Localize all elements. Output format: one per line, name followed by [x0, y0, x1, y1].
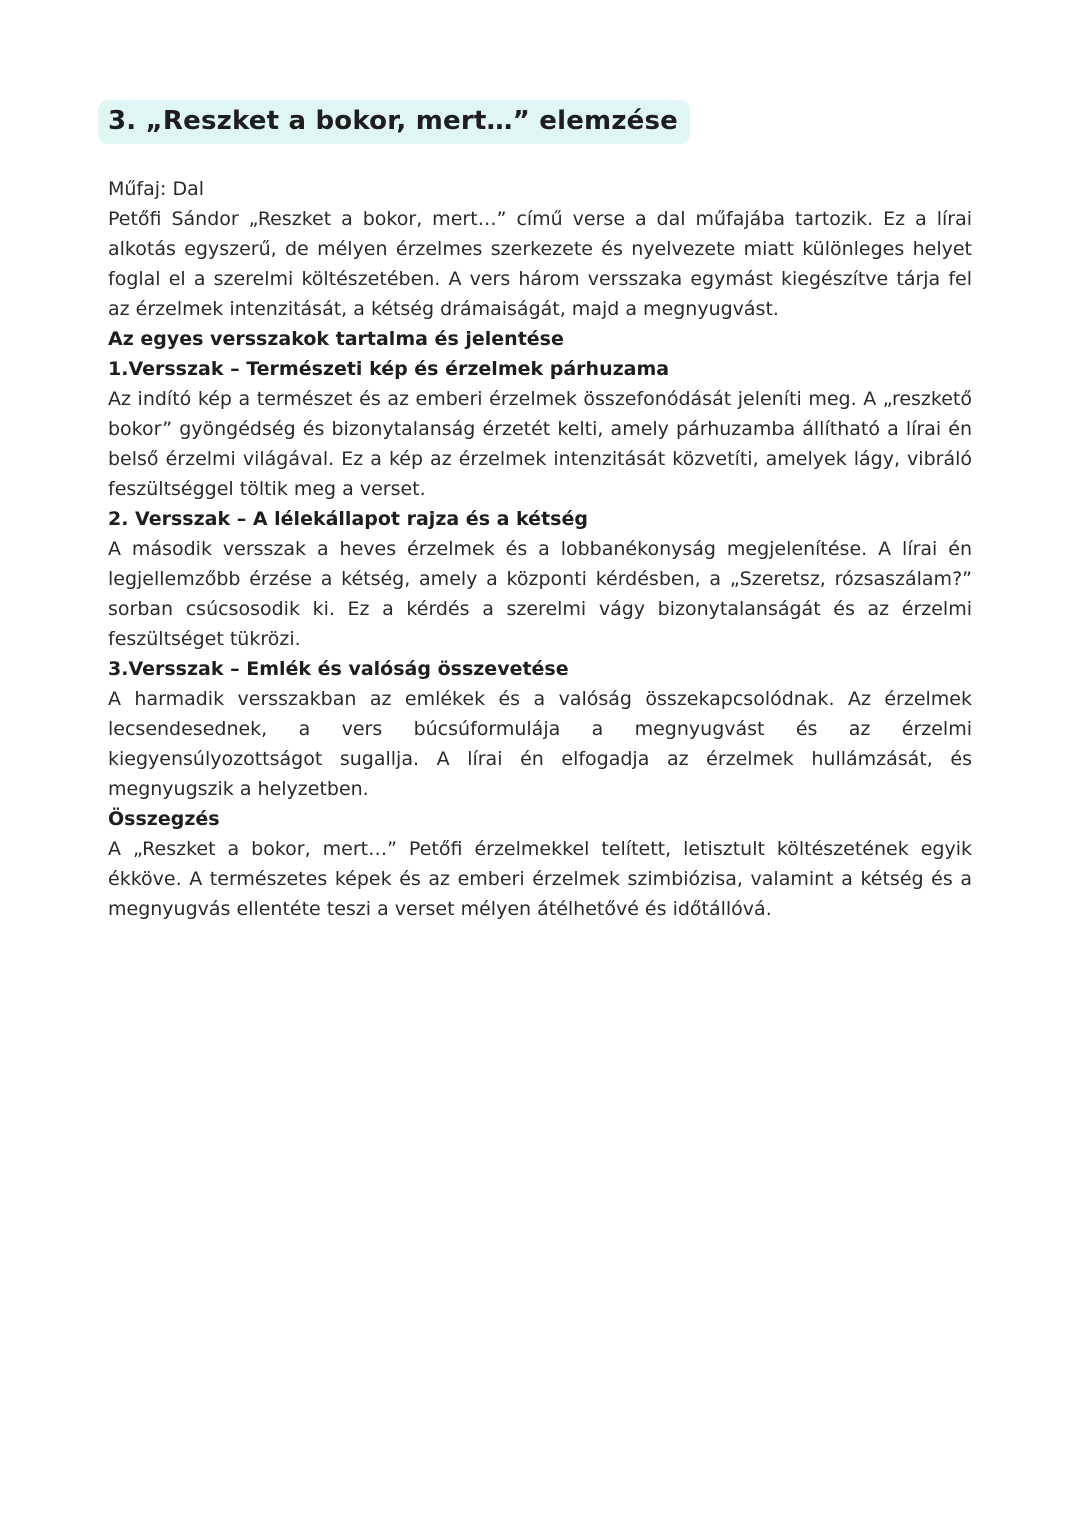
- summary-paragraph: A „Reszket a bokor, mert…” Petőfi érzelmekkel telített, letisztult költészetének egyik ékköve. A természetes képek és az emberi érzelmek szimbiózisa, valamint a kétség és a megnyugvás ellentéte teszi a verset mélyen átélhetővé és időtállóvá.: [108, 838, 972, 920]
- genre-line: Műfaj: Dal: [108, 178, 205, 200]
- stanzas-section-heading: Az egyes versszakok tartalma és jelentése: [108, 328, 564, 350]
- stanza-2-heading: 2. Versszak – A lélekállapot rajza és a kétség: [108, 508, 588, 530]
- page-title: 3. „Reszket a bokor, mert…” elemzése: [108, 106, 678, 136]
- stanza-1-heading: 1.Versszak – Természeti kép és érzelmek párhuzama: [108, 358, 670, 380]
- stanza-3-heading: 3.Versszak – Emlék és valóság összevetése: [108, 658, 569, 680]
- summary-heading: Összegzés: [108, 808, 220, 830]
- stanza-3-text: A harmadik versszakban az emlékek és a valóság összekapcsolódnak. Az érzelmek lecsendesednek, a vers búcsúformulája a megnyugvást és az érzelmi kiegyensúlyozottságot sugallja. A lírai én elfogadja az érzelmek hullámzását, és megnyugszik a helyzetben.: [108, 688, 972, 800]
- title-highlight: [98, 100, 690, 144]
- intro-paragraph: Petőfi Sándor „Reszket a bokor, mert…” című verse a dal műfajába tartozik. Ez a lírai alkotás egyszerű, de mélyen érzelmes szerkezete és nyelvezete miatt különleges helyet foglal el a szerelmi költészetében. A vers három versszaka egymást kiegészítve tárja fel az érzelmek intenzitását, a kétség drámaiságát, majd a megnyugvást.: [108, 208, 972, 320]
- stanza-2-text: A második versszak a heves érzelmek és a lobbanékonyság megjelenítése. A lírai én legjellemzőbb érzése a kétség, amely a központi kérdésben, a „Szeretsz, rózsaszálam?” sorban csúcsosodik ki. Ez a kérdés a szerelmi vágy bizonytalanságát és az érzelmi feszültséget tükrözi.: [108, 538, 972, 650]
- stanza-1-text: Az indító kép a természet és az emberi érzelmek összefonódását jeleníti meg. A „reszkető bokor” gyöngédség és bizonytalanság érzetét kelti, amely párhuzamba állítható a lírai én belső érzelmi világával. Ez a kép az érzelmek intenzitását közvetíti, amelyek lágy, vibráló feszültséggel töltik meg a verset.: [108, 388, 972, 500]
- document-page: [108, 100, 972, 924]
